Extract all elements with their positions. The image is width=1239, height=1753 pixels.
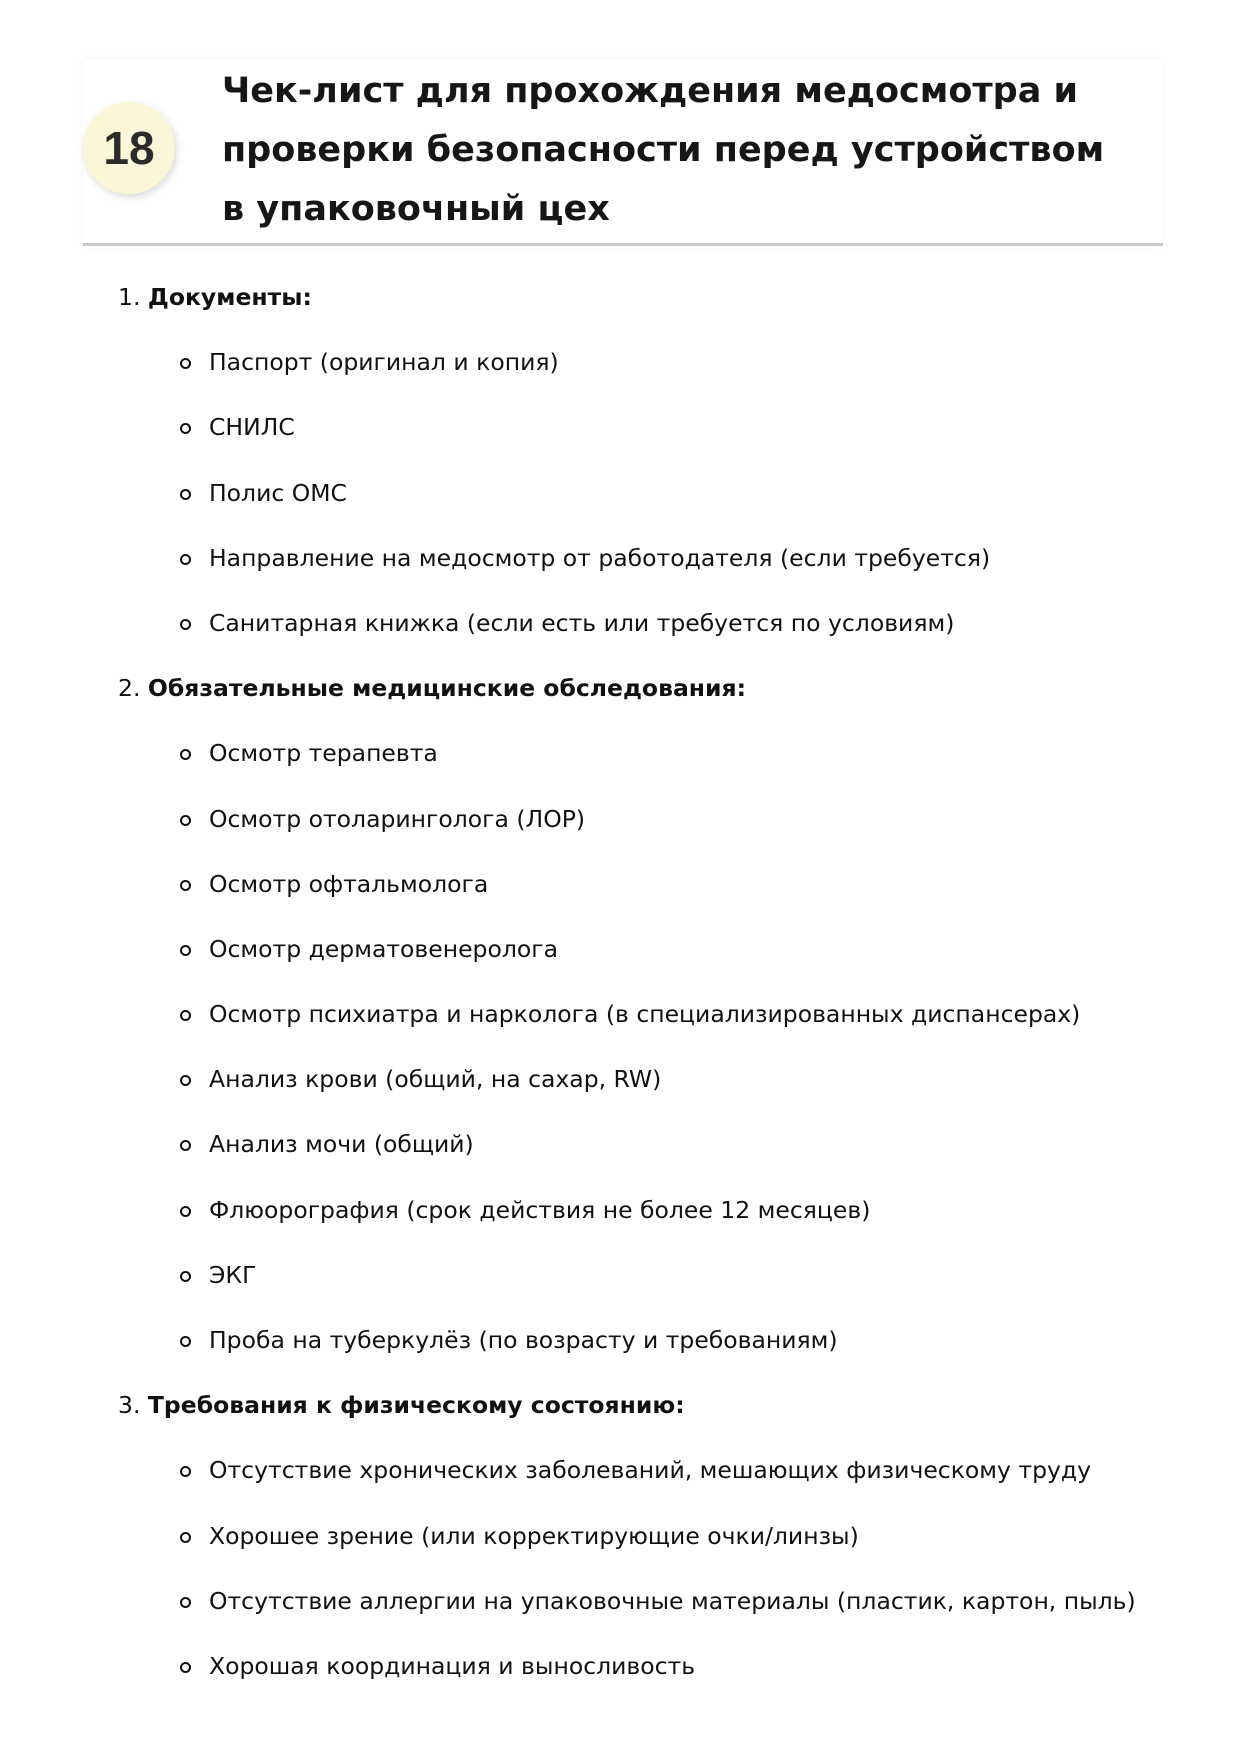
list-item-text: Санитарная книжка (если есть или требуется по условиям) xyxy=(209,608,955,637)
bullet-circle-icon xyxy=(180,554,191,565)
bullet-circle-icon xyxy=(180,1271,191,1282)
list-item xyxy=(118,1325,1158,1355)
bullet-circle-icon xyxy=(180,1597,191,1608)
page-title: Чек-лист для прохождения медосмотра и проверки безопасности перед устройством в упаковочный цех xyxy=(222,71,1105,229)
list-item-text: Отсутствие хронических заболеваний, мешающих физическому труду xyxy=(209,1456,1092,1485)
list-item xyxy=(118,1651,1158,1681)
list-item xyxy=(118,608,1158,638)
list-item xyxy=(118,412,1158,442)
section-items xyxy=(118,738,1158,1355)
list-item-text: Полис ОМС xyxy=(209,478,347,507)
list-item xyxy=(118,1064,1158,1094)
list-item xyxy=(118,1129,1158,1159)
list-item-text: Осмотр дерматовенеролога xyxy=(209,934,558,963)
list-item xyxy=(118,1260,1158,1290)
section-label: Документы: xyxy=(147,283,312,311)
bullet-circle-icon xyxy=(180,619,191,630)
list-item xyxy=(118,1521,1158,1551)
section-documents xyxy=(118,282,1158,638)
list-item xyxy=(118,999,1158,1029)
list-item xyxy=(118,869,1158,899)
list-item-text: Флюорография (срок действия не более 12 месяцев) xyxy=(209,1195,871,1224)
list-item-text: Анализ мочи (общий) xyxy=(209,1130,474,1159)
list-item-text: Осмотр офтальмолога xyxy=(209,869,489,898)
section-label: Обязательные медицинские обследования: xyxy=(147,674,746,703)
bullet-circle-icon xyxy=(180,489,191,500)
list-item-text: Проба на туберкулёз (по возрасту и требованиям) xyxy=(209,1326,838,1354)
list-item-text: Анализ крови (общий, на сахар, RW) xyxy=(209,1065,662,1094)
section-heading xyxy=(118,1390,1158,1420)
bullet-circle-icon xyxy=(180,1662,191,1673)
bullet-circle-icon xyxy=(180,749,191,760)
list-item-text: Паспорт (оригинал и копия) xyxy=(209,348,559,377)
section-label: Требования к физическому состоянию: xyxy=(147,1391,685,1420)
section-number: 1. xyxy=(118,283,141,311)
bullet-circle-icon xyxy=(180,1336,191,1347)
bullet-circle-icon xyxy=(180,358,191,369)
section-items xyxy=(118,1455,1158,1681)
section-number: 2. xyxy=(118,674,141,703)
bullet-circle-icon xyxy=(180,423,191,434)
document-header xyxy=(83,60,1163,246)
list-item xyxy=(118,1195,1158,1225)
list-item-text: Отсутствие аллергии на упаковочные материалы (пластик, картон, пыль) xyxy=(209,1586,1136,1615)
list-item xyxy=(118,934,1158,964)
list-item-text: Хорошее зрение (или корректирующие очки/линзы) xyxy=(209,1521,859,1550)
list-item xyxy=(118,1455,1158,1485)
section-medical-exams xyxy=(118,673,1158,1355)
section-items xyxy=(118,347,1158,638)
list-item xyxy=(118,543,1158,573)
list-item-text: Направление на медосмотр от работодателя (если требуется) xyxy=(209,543,991,572)
bullet-circle-icon xyxy=(180,1206,191,1217)
list-item-text: Осмотр терапевта xyxy=(209,739,438,768)
bullet-circle-icon xyxy=(180,815,191,826)
section-heading xyxy=(118,673,1158,703)
bullet-circle-icon xyxy=(180,1466,191,1477)
section-heading xyxy=(118,282,1158,312)
bullet-circle-icon xyxy=(180,1010,191,1021)
bullet-circle-icon xyxy=(180,1140,191,1151)
checklist xyxy=(118,282,1158,1681)
list-item xyxy=(118,738,1158,768)
section-number: 3. xyxy=(118,1391,141,1420)
bullet-circle-icon xyxy=(180,1075,191,1086)
list-item xyxy=(118,1586,1158,1616)
section-physical-requirements xyxy=(118,1390,1158,1681)
list-item-text: Осмотр психиатра и нарколога (в специализированных диспансерах) xyxy=(209,1000,1081,1029)
bullet-circle-icon xyxy=(180,1532,191,1543)
list-item-text: Хорошая координация и выносливость xyxy=(209,1651,696,1680)
list-item-text: Осмотр отоларинголога (ЛОР) xyxy=(209,804,586,833)
list-item-text: ЭКГ xyxy=(209,1260,257,1289)
bullet-circle-icon xyxy=(180,880,191,891)
list-item-text: СНИЛС xyxy=(209,413,295,442)
section-number-badge: 18 xyxy=(83,102,175,194)
list-item xyxy=(118,347,1158,377)
list-item xyxy=(118,804,1158,834)
bullet-circle-icon xyxy=(180,945,191,956)
list-item xyxy=(118,478,1158,508)
